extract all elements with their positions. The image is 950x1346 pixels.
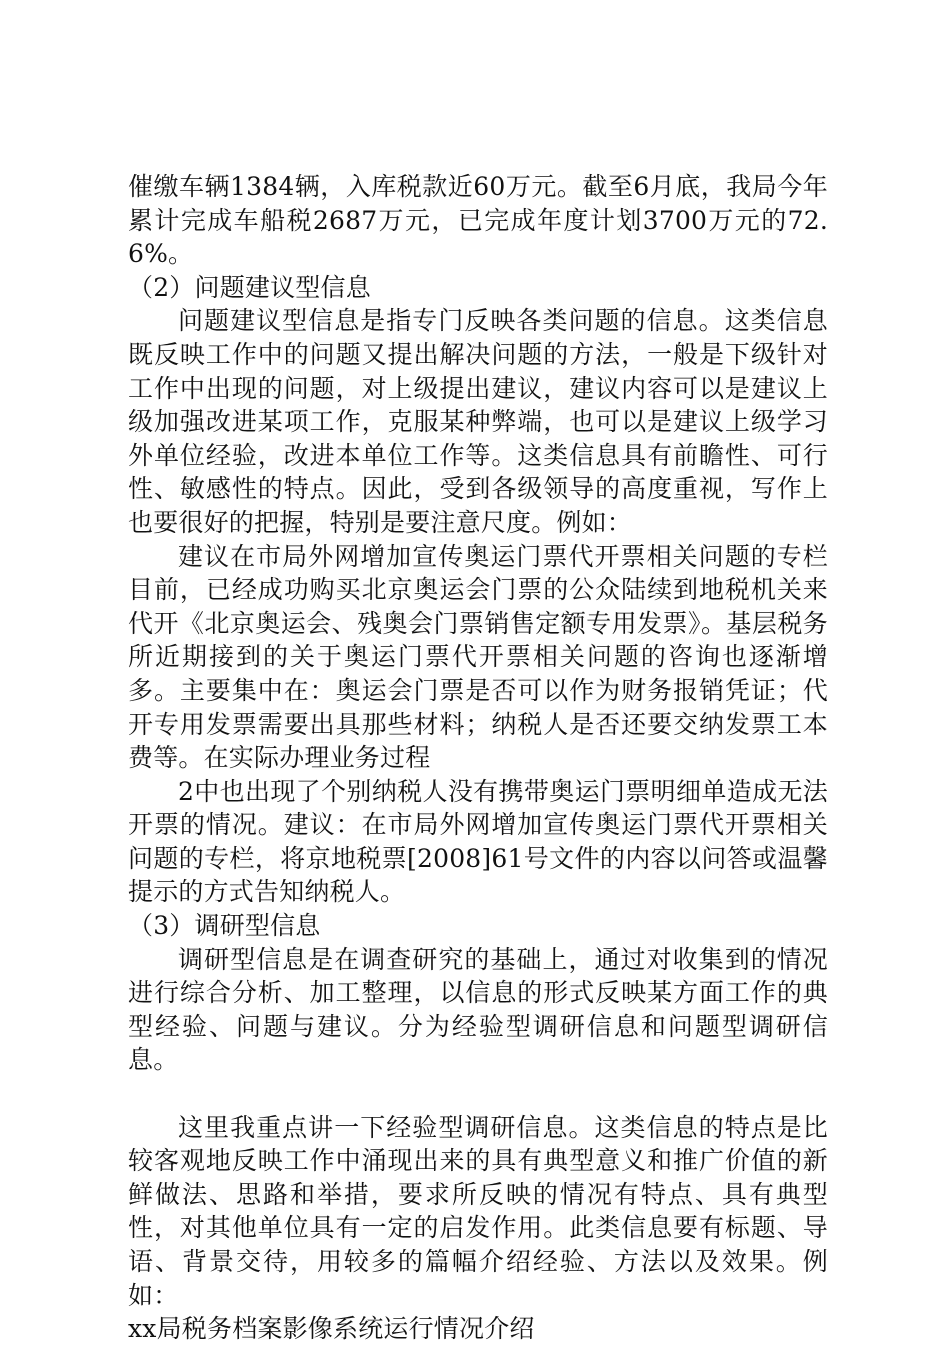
paragraph-vehicle-tax: 催缴车辆1384辆，入库税款近60万元。截至6月底，我局今年累计完成车船税2687万元，已完成年度计划3700万元的72.6%。 — [128, 172, 828, 269]
heading-research: （3）调研型信息 — [128, 911, 321, 941]
paragraph-olympic-example: 建议在市局外网增加宣传奥运门票代开票相关问题的专栏目前，已经成功购买北京奥运会门票的公众陆续到地税机关来代开《北京奥运会、残奥会门票销售定额专用发票》。基层税务所近期接到的关于奥运门票代开票相关问题的咨询也逐渐增多。主要集中在：奥运会门票是否可以作为财务报销凭证；代开专用发票需要出具那些材料；纳税人是否还要交纳发票工本费等。在实际办理业务过程 — [128, 541, 828, 773]
heading-problem-suggestion: （2）问题建议型信息 — [128, 272, 371, 302]
paragraph-experience-research: 这里我重点讲一下经验型调研信息。这类信息的特点是比较客观地反映工作中涌现出来的具有典型意义和推广价值的新鲜做法、思路和举措，要求所反映的情况有特点、具有典型性，对其他单位具有一定的启发作用。此类信息要有标题、导语、背景交待，用较多的篇幅介绍经验、方法以及效果。例如： — [128, 1112, 828, 1310]
paragraph-research: 调研型信息是在调查研究的基础上，通过对收集到的情况进行综合分析、加工整理，以信息的形式反映某方面工作的典型经验、问题与建议。分为经验型调研信息和问题型调研信息。 — [128, 944, 828, 1075]
example-title: xx局税务档案影像系统运行情况介绍 — [128, 1314, 535, 1344]
paragraph-problem-suggestion: 问题建议型信息是指专门反映各类问题的信息。这类信息既反映工作中的问题又提出解决问题的方法，一般是下级针对工作中出现的问题，对上级提出建议，建议内容可以是建议上级加强改进某项工作，克服某种弊端，也可以是建议上级学习外单位经验，改进本单位工作等。这类信息具有前瞻性、可行性、敏感性的特点。因此，受到各级领导的高度重视，写作上也要很好的把握，特别是要注意尺度。例如： — [128, 306, 828, 537]
paragraph-spacer — [128, 1077, 828, 1111]
paragraph-olympic-example-cont: 2中也出现了个别纳税人没有携带奥运门票明细单造成无法开票的情况。建议：在市局外网增加宣传奥运门票代开票相关问题的专栏，将京地税票[2008]61号文件的内容以问答或温馨提示的方式告知纳税人。 — [128, 776, 828, 907]
document-body — [128, 170, 828, 1346]
